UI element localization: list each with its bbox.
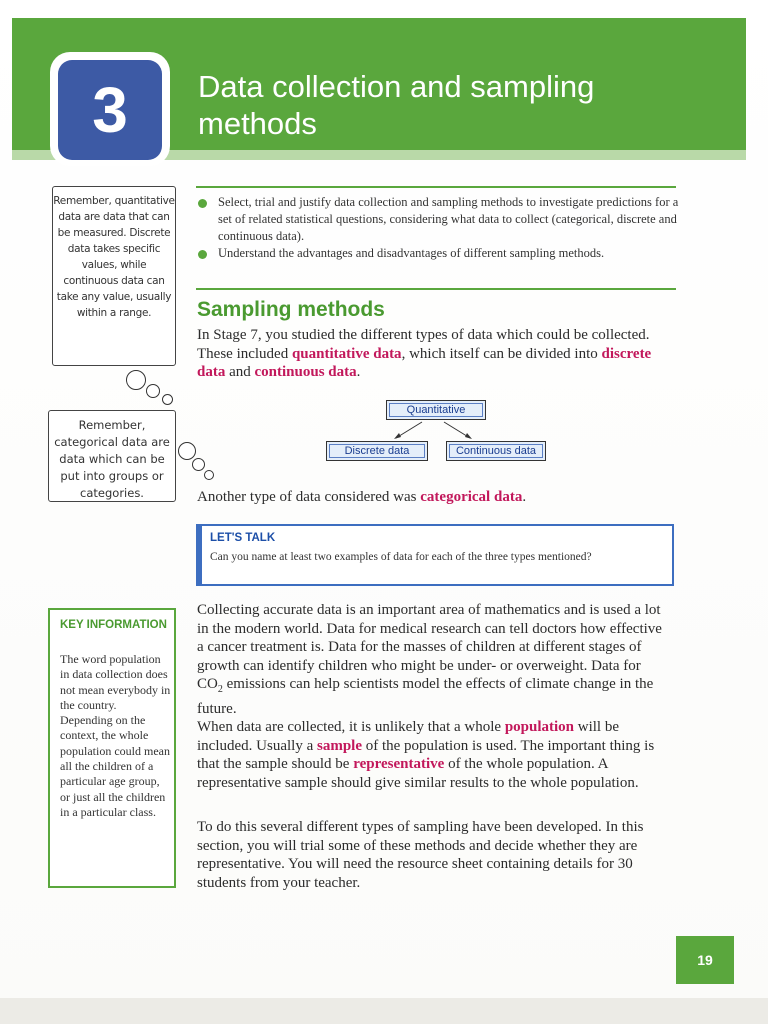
chapter-title: Data collection and sampling methods [198, 69, 595, 141]
text-run: . [356, 364, 361, 380]
lets-talk-title: LET'S TALK [210, 532, 276, 544]
diagram-box-discrete [326, 441, 428, 461]
text-run: , which itself can be divided into [401, 345, 602, 362]
body-paragraph-3: To do this several different types of sampling have been developed. In this section, you will trial some of these methods and decide whether they are representative. You will need the resource sheet containing details for 30 students from your teacher. [197, 819, 644, 891]
thought-bubble-icon [126, 370, 146, 390]
thought-bubble-icon [146, 384, 160, 398]
text-run: emissions can help scientists model the effects of climate change in the future. [197, 676, 654, 717]
text-run: Collecting accurate data is an important area of mathematics and is used a lot in the modern world. Data for medical research can tell doctors how effective a cancer treatment is. Data for the masses of children at different stages of growth can identify children who might be under- or overweight. Data for CO [197, 602, 662, 692]
diagram-box-continuous [446, 441, 546, 461]
page-number: 19 [676, 936, 734, 984]
thought-bubble-icon [204, 470, 214, 480]
keyword-quantitative-data: quantitative data [291, 345, 402, 362]
diagram-label: Discrete data [344, 445, 410, 457]
lets-talk-text: Can you name at least two examples of data for each of the three types mentioned? [210, 551, 592, 563]
subscript: 2 [217, 684, 223, 695]
thought-bubble-icon [162, 394, 173, 405]
key-information-title: KEY INFORMATION [60, 619, 167, 631]
text-run: of the whole population. A representative sample should give similar results to the whole population. [197, 756, 639, 791]
thought-bubble-icon [178, 442, 196, 460]
keyword-sample: sample [316, 737, 362, 754]
text-run: of the population is used. The important thing is that the sample should be [197, 737, 655, 772]
diagram-label: Continuous data [455, 445, 537, 457]
section-title: Sampling methods [197, 298, 385, 321]
thought-bubble-icon [192, 458, 205, 471]
text-run: will be included. Usually a [197, 719, 620, 754]
keyword-continuous-data: continuous data [254, 364, 357, 380]
objective-text: Understand the advantages and disadvantages of different sampling methods. [218, 246, 605, 260]
lets-talk-box [196, 524, 674, 586]
body-paragraph-2 [197, 718, 667, 792]
text-run: . [522, 489, 527, 505]
diagram-label: Quantitative [406, 404, 466, 416]
diagram-box-quantitative [386, 400, 486, 420]
keyword-categorical-data: categorical data [420, 489, 523, 505]
text-run: When data are collected, it is unlikely that a whole [197, 719, 505, 735]
remember-note-quantitative: Remember, quantitative data are data that can be measured. Discrete data takes specific values, while continuous data can take any value, usually within a range. [52, 186, 176, 366]
chapter-number: 3 [58, 60, 162, 160]
objective-text: Select, trial and justify data collection and sampling methods to investigate predictions for a set of related statistical questions, considering what data to collect (categorical, discrete and continuous data). [218, 195, 679, 243]
text-run: and [225, 364, 255, 380]
remember-note-categorical: Remember, categorical data are data which can be put into groups or categories. [48, 410, 176, 502]
keyword-discrete-data: discrete data [197, 345, 652, 380]
keyword-representative: representative [353, 756, 445, 772]
key-information-box [48, 608, 176, 888]
footer-band [0, 998, 768, 1024]
categorical-paragraph [197, 488, 667, 507]
text-run: In Stage 7, you studied the different types of data which could be collected. These included [197, 327, 650, 362]
key-information-text: The word population in data collection does not mean everybody in the country. Depending on the context, the whole population could mean all the children of a particular age group, or just all the children in a particular class. [60, 652, 171, 819]
text-run: Another type of data considered was [197, 489, 421, 505]
body-paragraph-1 [197, 601, 667, 718]
keyword-population: population [504, 719, 575, 735]
